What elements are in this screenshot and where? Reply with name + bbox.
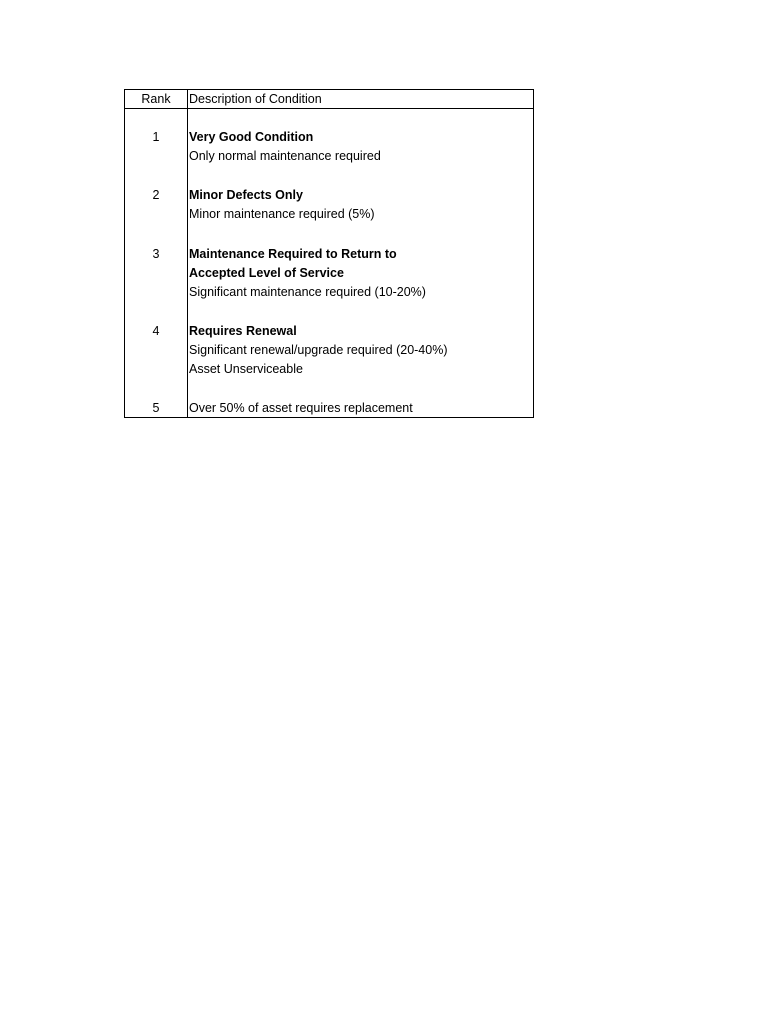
row-3-title-line-2: Accepted Level of Service	[189, 266, 344, 280]
row-5-rank: 5	[152, 401, 160, 415]
row-2-rank: 2	[152, 188, 160, 202]
row-2-title: Minor Defects Only	[189, 188, 303, 202]
row-1-rank: 1	[152, 130, 160, 144]
row-3-detail: Significant maintenance required (10-20%)	[189, 285, 426, 299]
row-3-rank: 3	[152, 247, 160, 261]
row-2-detail: Minor maintenance required (5%)	[189, 207, 375, 221]
row-4-detail-line-2: Asset Unserviceable	[189, 362, 303, 376]
header-description: Description of Condition	[189, 92, 322, 106]
row-3-title-line-1: Maintenance Required to Return to	[189, 247, 397, 261]
row-5-detail: Over 50% of asset requires replacement	[189, 401, 413, 415]
row-4-title: Requires Renewal	[189, 324, 297, 338]
header-rank: Rank	[141, 92, 171, 106]
row-1-title: Very Good Condition	[189, 130, 314, 144]
row-4-detail-line-1: Significant renewal/upgrade required (20-40%)	[189, 343, 448, 357]
row-4-rank: 4	[152, 324, 160, 338]
column-divider	[187, 90, 188, 417]
condition-rank-table	[124, 89, 534, 418]
row-1-detail: Only normal maintenance required	[189, 149, 381, 163]
